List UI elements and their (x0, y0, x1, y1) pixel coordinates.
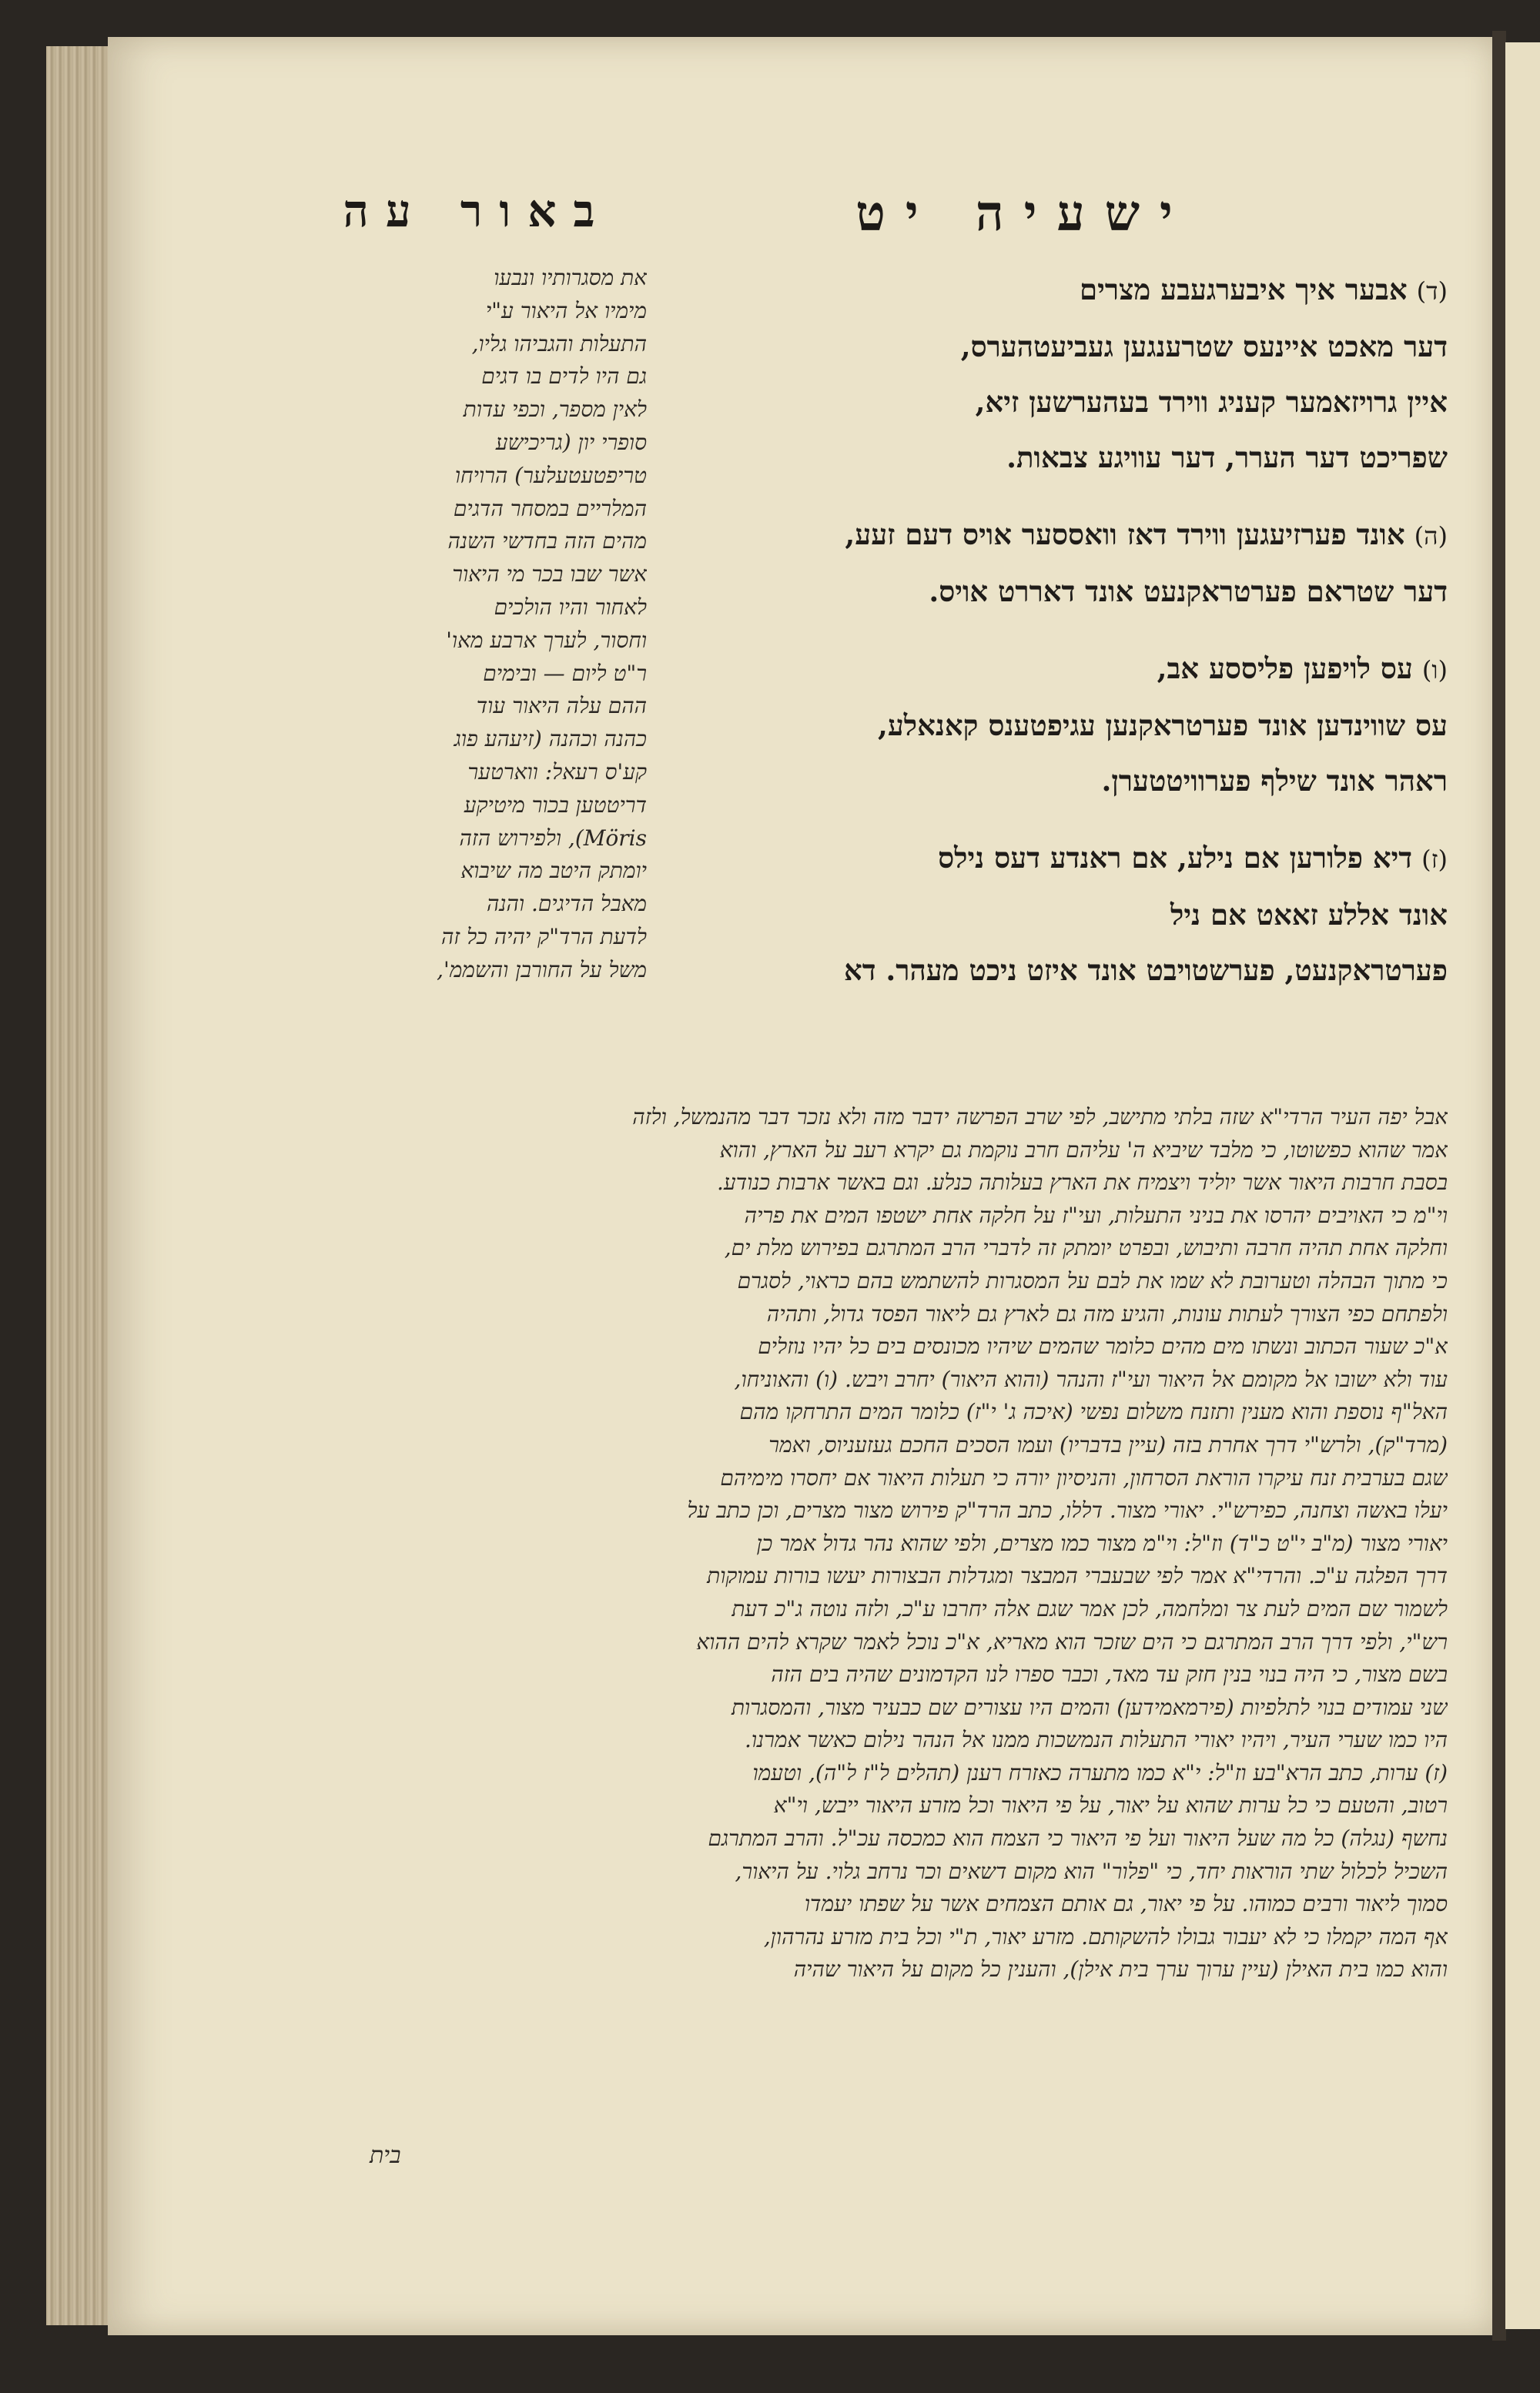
verse-block (670, 641, 1448, 808)
verse-number: (ו) (1421, 655, 1448, 684)
commentary-line: ההם עלה היאור עוד (476, 693, 647, 719)
commentary-line: כי מתוך הבהלה וטערובת לא שמו את לבם על המסגרות להשתמש בהם כראוי, לסגרם (737, 1267, 1448, 1294)
commentary-line: וחלקה אחת תהיה חרבה ותיבוש, ובפרט יומתק זה לדברי הרב המתרגם בפירוש מלת ים, (724, 1235, 1448, 1261)
commentary-line: לדעת הרד"ק יהיה כל זה (440, 923, 647, 949)
commentary-line: אבל יפה העיר הרדי"א שזה בלתי מתישב, לפי שרב הפרשה ידבר מזה ולא נזכר דבר מהנמשל, ולזה (632, 1104, 1448, 1130)
running-head-right: ישעיה יט (855, 185, 1193, 243)
next-page-edge (1505, 42, 1540, 2329)
verse-line: שפריכט דער הערר, דער עוויגע צבאות. (1006, 440, 1448, 474)
commentary-line: השכיל לכלול שתי הוראות יחד, כי "פלור" הוא מקום דשאים וכר נרחב גלוי. על היאור, (735, 1858, 1448, 1884)
yiddish-translation-column (670, 262, 1448, 1019)
commentary-line: טריפטעטעלער) הרויחו (454, 462, 647, 488)
verse-line: ראהר אונד שילף פערוויטטערן. (1101, 764, 1448, 798)
commentary-line: אף המה יקמלו כי לא יעבור גבולו להשקותם. מזרע יאור, ת"י וכל בית מזרע נהרהון, (763, 1923, 1448, 1950)
commentary-line: האל"ף נוספת והוא מענין ותזנח משלום נפשי (איכה ג' י"ז) כלומר המים התרחקו מהם (739, 1399, 1448, 1425)
verse-text: אונד פערזיעגען ווירד דאז וואססער אויס דעם זעע, (845, 517, 1405, 551)
verse-block (670, 262, 1448, 485)
commentary-line: סופרי יון (גריכישע (495, 429, 647, 455)
commentary-line: לאין מספר, וכפי עדות (463, 397, 647, 423)
verse-line (670, 830, 1448, 887)
verse-line: דער שטראם פערטראקנעט אונד דאררט אויס. (929, 574, 1448, 608)
commentary-line: נחשף (נגלה) כל מה שעל היאור ועל פי היאור כי הצמח הוא כמכסה עכ"ל. והרב המתרגם (708, 1826, 1448, 1852)
commentary-line: אשר שבו בכר מי היאור (452, 561, 647, 587)
commentary-line: רטוב, והטעם כי כל ערות שהוא על יאור, על פי היאור וכל מזרע היאור ייבש, וי"א (773, 1792, 1448, 1819)
verse-number: (ה) (1414, 521, 1448, 551)
verse-text: אבער איך איבערגעבע מצרים (1080, 273, 1408, 306)
commentary-line: לאחור והיו הולכים (494, 594, 647, 620)
verse-line (670, 641, 1448, 698)
commentary-line: שני עמודים בנוי לתלפיות (פירמאמידען) והמים היו עצורים שם כבעיר מצור, והמסגרות (731, 1694, 1448, 1720)
commentary-line: א"כ שעור הכתוב ונשתו מים מהים כלומר שהמים שיהיו מכונסים בים כל יהיו נוזלים (758, 1334, 1448, 1360)
commentary-line: וחסור, לערך ארבע מאו' (446, 627, 647, 653)
commentary-line: רש"י, ולפי דרך הרב המתרגם כי הים שזכר הוא מאריא, א"כ נוכל לאמר שקרא להים ההוא (696, 1628, 1448, 1655)
page-edges (46, 46, 116, 2325)
book-spine (1492, 31, 1506, 2341)
commentary-full-width (308, 1101, 1448, 1986)
commentary-line: קע'ס רעאל: ווארטער (467, 758, 647, 785)
verse-number: (ד) (1416, 276, 1448, 306)
commentary-line: (ז) ערות, כתב הרא"בע וז"ל: י"א כמו מתערה כאזרח רענן (תהלים ל"ז ל"ה), וטעמו (752, 1759, 1448, 1786)
commentary-line: ולפתחם כפי הצורך לעתות עונות, והגיע מזה גם לארץ גם ליאור הפסד גדול, ותהיה (766, 1300, 1448, 1327)
verse-line: עס שווינדען אונד פערטראקנען עגיפטענס קאנאלע, (877, 708, 1448, 742)
commentary-line: דריטטען בכור מיטיקע (464, 792, 647, 818)
commentary-line: אמר שהוא כפשוטו, כי מלבד שיביא ה' עליהם חרב נוקמת גם יקרא רעב על הארץ, והוא (719, 1136, 1448, 1163)
verse-line: איין גרויזאמער קעניג ווירד בעהערשען זיא, (975, 385, 1448, 419)
catchword: בית (370, 2142, 401, 2169)
commentary-line: Möris), ולפירוש הזה (459, 825, 647, 851)
commentary-line: כהנה וכהנה (זיעהע פוג (454, 726, 647, 752)
verse-line: פערטראקנעט, פערשטויבט אונד איזט ניכט מעהר. דא (843, 953, 1448, 987)
verse-block (670, 830, 1448, 998)
verse-text: דיא פלורען אם נילע, אם ראנדע דעס נילס (938, 841, 1413, 875)
commentary-line: יומתק היטב מה שיבוא (460, 858, 647, 884)
commentary-line: התעלות והגביהו גליו, (471, 330, 647, 356)
commentary-line: היו כמו שערי העיר, ויהיו יאורי התעלות הנמשכות ממנו אל הנהר נילום כאשר אמרנו. (744, 1727, 1448, 1753)
commentary-line: דרך הפלגה ע"כ. והרדי"א אמר לפי שבעברי המבצר ומגדלות הבצורות יעשו בורות עמוקות (707, 1563, 1448, 1589)
commentary-line: מהים הזה בחדשי השנה (447, 528, 647, 554)
verse-line: דער מאכט איינעס שטרענגען געביעטהערס, (960, 330, 1448, 363)
commentary-line: לשמור שם המים לעת צר ומלחמה, לכן אמר שגם אלה יחרבו ע"כ, ולזה נוטה ג"כ דעת (732, 1595, 1448, 1622)
verse-text: עס לויפען פליססע אב, (1157, 651, 1413, 685)
verse-line (670, 507, 1448, 564)
commentary-line: שגם בערבית זנח עיקרו הוראת הסרחון, והניסיון יורה כי תעלות היאור אם יחסרו מימיהם (720, 1464, 1448, 1491)
commentary-line: יאורי מצור (מ"ב י"ט כ"ד) וז"ל: וי"מ מצור כמו מצרים, ולפי שהוא נהר גדול אמר כן (756, 1530, 1448, 1556)
commentary-line: יעלו באשה וצחנה, כפירש"י. יאורי מצור. דללו, כתב הרד"ק פירוש מצור מצרים, וכן כתב על (687, 1498, 1448, 1524)
commentary-line: בסבת חרבות היאור אשר יוליד ויצמיח את הארץ בעלותה כנלע. וגם באשר ארבות כנודע. (716, 1170, 1448, 1196)
commentary-line: וי"מ כי האויבים יהרסו את בניני התעלות, ועי"ז על חלקה אחת ישטפו המים את פריה (744, 1202, 1448, 1228)
commentary-line: והוא כמו בית האילן (עיין ערוך ערך בית אילן), והענין כל מקום על היאור שהיה (793, 1956, 1448, 1983)
commentary-line: מימיו אל היאור ע"י (485, 297, 647, 323)
commentary-line: בשם מצור, כי היה בנוי בנין חזק עד מאד, וכבר ספרו לנו הקדמונים שהיה בים הזה (771, 1662, 1448, 1688)
commentary-line: עוד ולא ישובו אל מקומם אל היאור ועי"ז והנהר (והוא היאור) יחרב ויבש. (ו) והאוניחו, (734, 1366, 1448, 1392)
verse-line: אונד אללע זאאט אם ניל (1170, 898, 1448, 932)
commentary-line: (מרד"ק), ולרש"י דרך אחרת בזה (עיין בדבריו) ועמו הסכים החכם געזעניוס, ואמר (768, 1431, 1448, 1458)
verse-number: (ז) (1421, 845, 1448, 874)
commentary-column (308, 262, 647, 987)
commentary-line: ר"ט ליום — ובימים (483, 660, 647, 686)
commentary-line: את מסגרותיו ונבעו (494, 265, 647, 290)
running-head-left: באור עה (343, 185, 612, 237)
commentary-line: סמוך ליאור ורבים כמוהו. על פי יאור, גם אותם הצמחים אשר על שפתו יעמדו (804, 1891, 1448, 1917)
verse-line (670, 262, 1448, 319)
commentary-line: מאבל הדיגים. והנה (486, 891, 647, 917)
commentary-line: משל על החורבן והשממ', (437, 956, 647, 982)
verse-block (670, 507, 1448, 619)
commentary-line: גם היו לדים בו דגים (481, 363, 647, 390)
commentary-line: המלריים במסחר הדגים (453, 495, 647, 521)
